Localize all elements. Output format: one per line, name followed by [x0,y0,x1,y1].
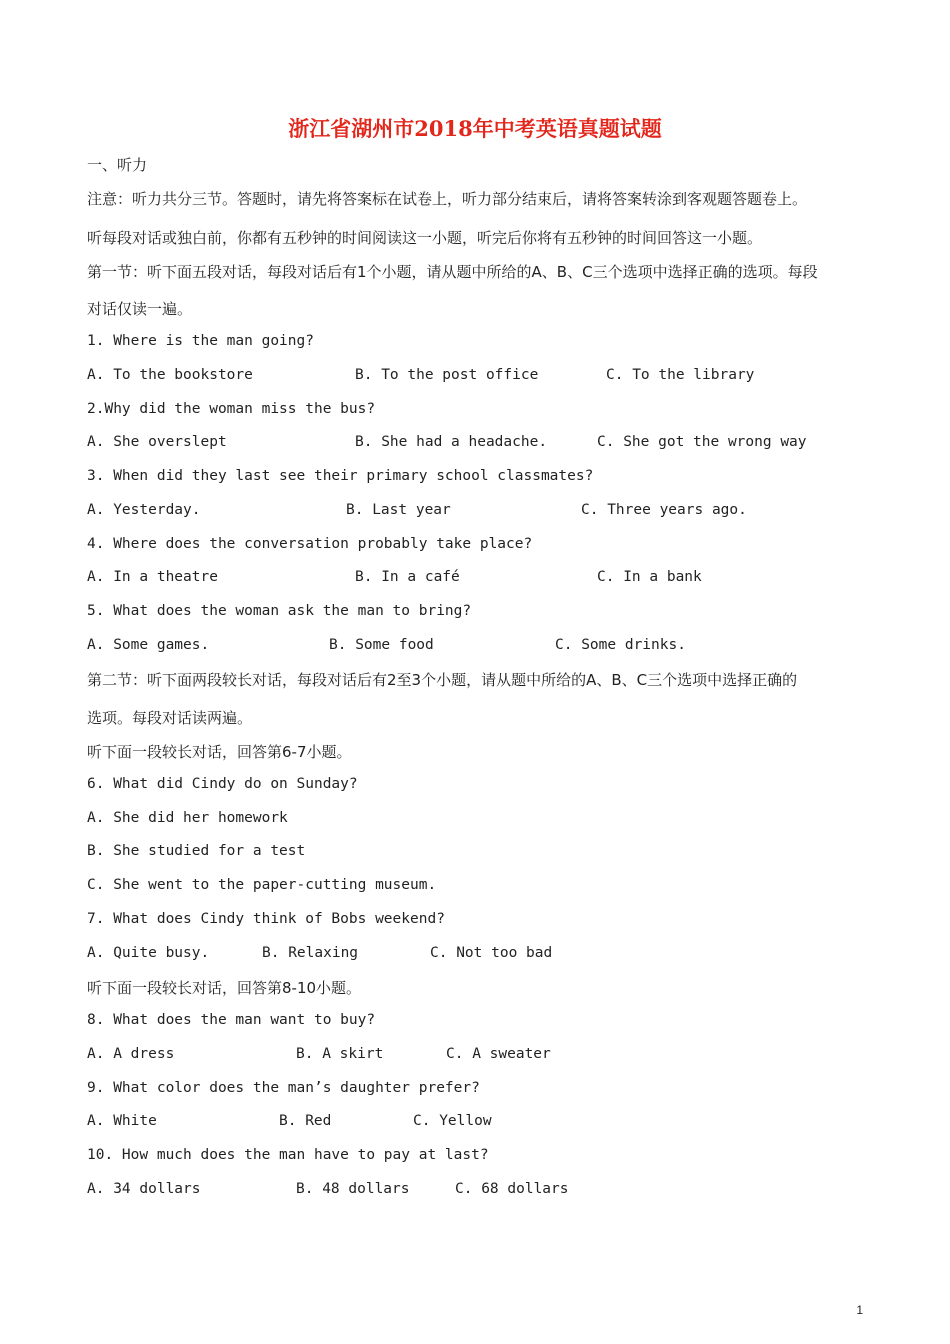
dialog-intro: 听下面一段较长对话，回答第8-10小题。 [87,979,362,997]
option-b: B. She had a headache. [355,434,548,450]
option-b: B. Some food [329,637,434,653]
option-b: B. Red [279,1113,332,1129]
option-b: B. To the post office [355,367,539,383]
question-stem: 4. Where does the conversation probably take place? [87,536,533,552]
page-title: 浙江省湖州市2018年中考英语真题试题 [288,116,662,141]
option-a: A. A dress [87,1046,175,1062]
section-instructions: 第二节：听下面两段较长对话，每段对话后有2至3个小题，请从题中所给的A、B、C三个选项中选择正确的 [87,671,798,689]
option-a: A. Yesterday. [87,502,201,518]
option-c: C. 68 dollars [455,1181,569,1197]
option-a: A. 34 dollars [87,1181,201,1197]
question-stem: 10. How much does the man have to pay at last? [87,1147,489,1163]
option-c: C. Yellow [413,1113,492,1129]
section-heading: 一、听力 [87,156,148,174]
option-a: A. Quite busy. [87,945,210,961]
option-c: C. A sweater [446,1046,551,1062]
question-stem: 5. What does the woman ask the man to bring? [87,603,472,619]
question-stem: 1. Where is the man going? [87,333,314,349]
question-stem: 3. When did they last see their primary school classmates? [87,468,594,484]
note-line: 注意：听力共分三节。答题时，请先将答案标在试卷上，听力部分结束后，请将答案转涂到客观题答题卷上。 [87,190,808,208]
dialog-intro: 听下面一段较长对话，回答第6-7小题。 [87,743,352,761]
option-a: A. She overslept [87,434,227,450]
note-line: 对话仅读一遍。 [87,300,193,318]
option-c: C. In a bank [597,569,702,585]
option-a: A. To the bookstore [87,367,253,383]
section-instructions: 选项。每段对话读两遍。 [87,709,253,727]
option-c: C. Some drinks. [555,637,686,653]
question-stem: 9. What color does the man’s daughter prefer? [87,1080,480,1096]
question-stem: 2.Why did the woman miss the bus? [87,401,376,417]
option-b: B. 48 dollars [296,1181,410,1197]
option-c: C. Three years ago. [581,502,747,518]
option-a: A. She did her homework [87,810,288,826]
question-stem: 6. What did Cindy do on Sunday? [87,776,358,792]
note-line: 第一节：听下面五段对话，每段对话后有1个小题，请从题中所给的A、B、C三个选项中选择正确的选项。每段 [87,263,818,281]
option-c: C. She got the wrong way [597,434,807,450]
question-stem: 8. What does the man want to buy? [87,1012,376,1028]
note-line: 听每段对话或独白前，你都有五秒钟的时间阅读这一小题，听完后你将有五秒钟的时间回答这一小题。 [87,229,763,247]
option-a: A. White [87,1113,157,1129]
question-stem: 7. What does Cindy think of Bobs weekend? [87,911,445,927]
option-b: B. Relaxing [262,945,359,961]
option-c: C. She went to the paper-cutting museum. [87,877,437,893]
option-a: A. In a theatre [87,569,218,585]
option-b: B. In a café [355,569,460,585]
option-b: B. A skirt [296,1046,384,1062]
option-b: B. Last year [346,502,451,518]
option-b: B. She studied for a test [87,843,306,859]
option-c: C. Not too bad [430,945,553,961]
option-a: A. Some games. [87,637,210,653]
page-number: 1 [856,1303,863,1317]
option-c: C. To the library [606,367,755,383]
